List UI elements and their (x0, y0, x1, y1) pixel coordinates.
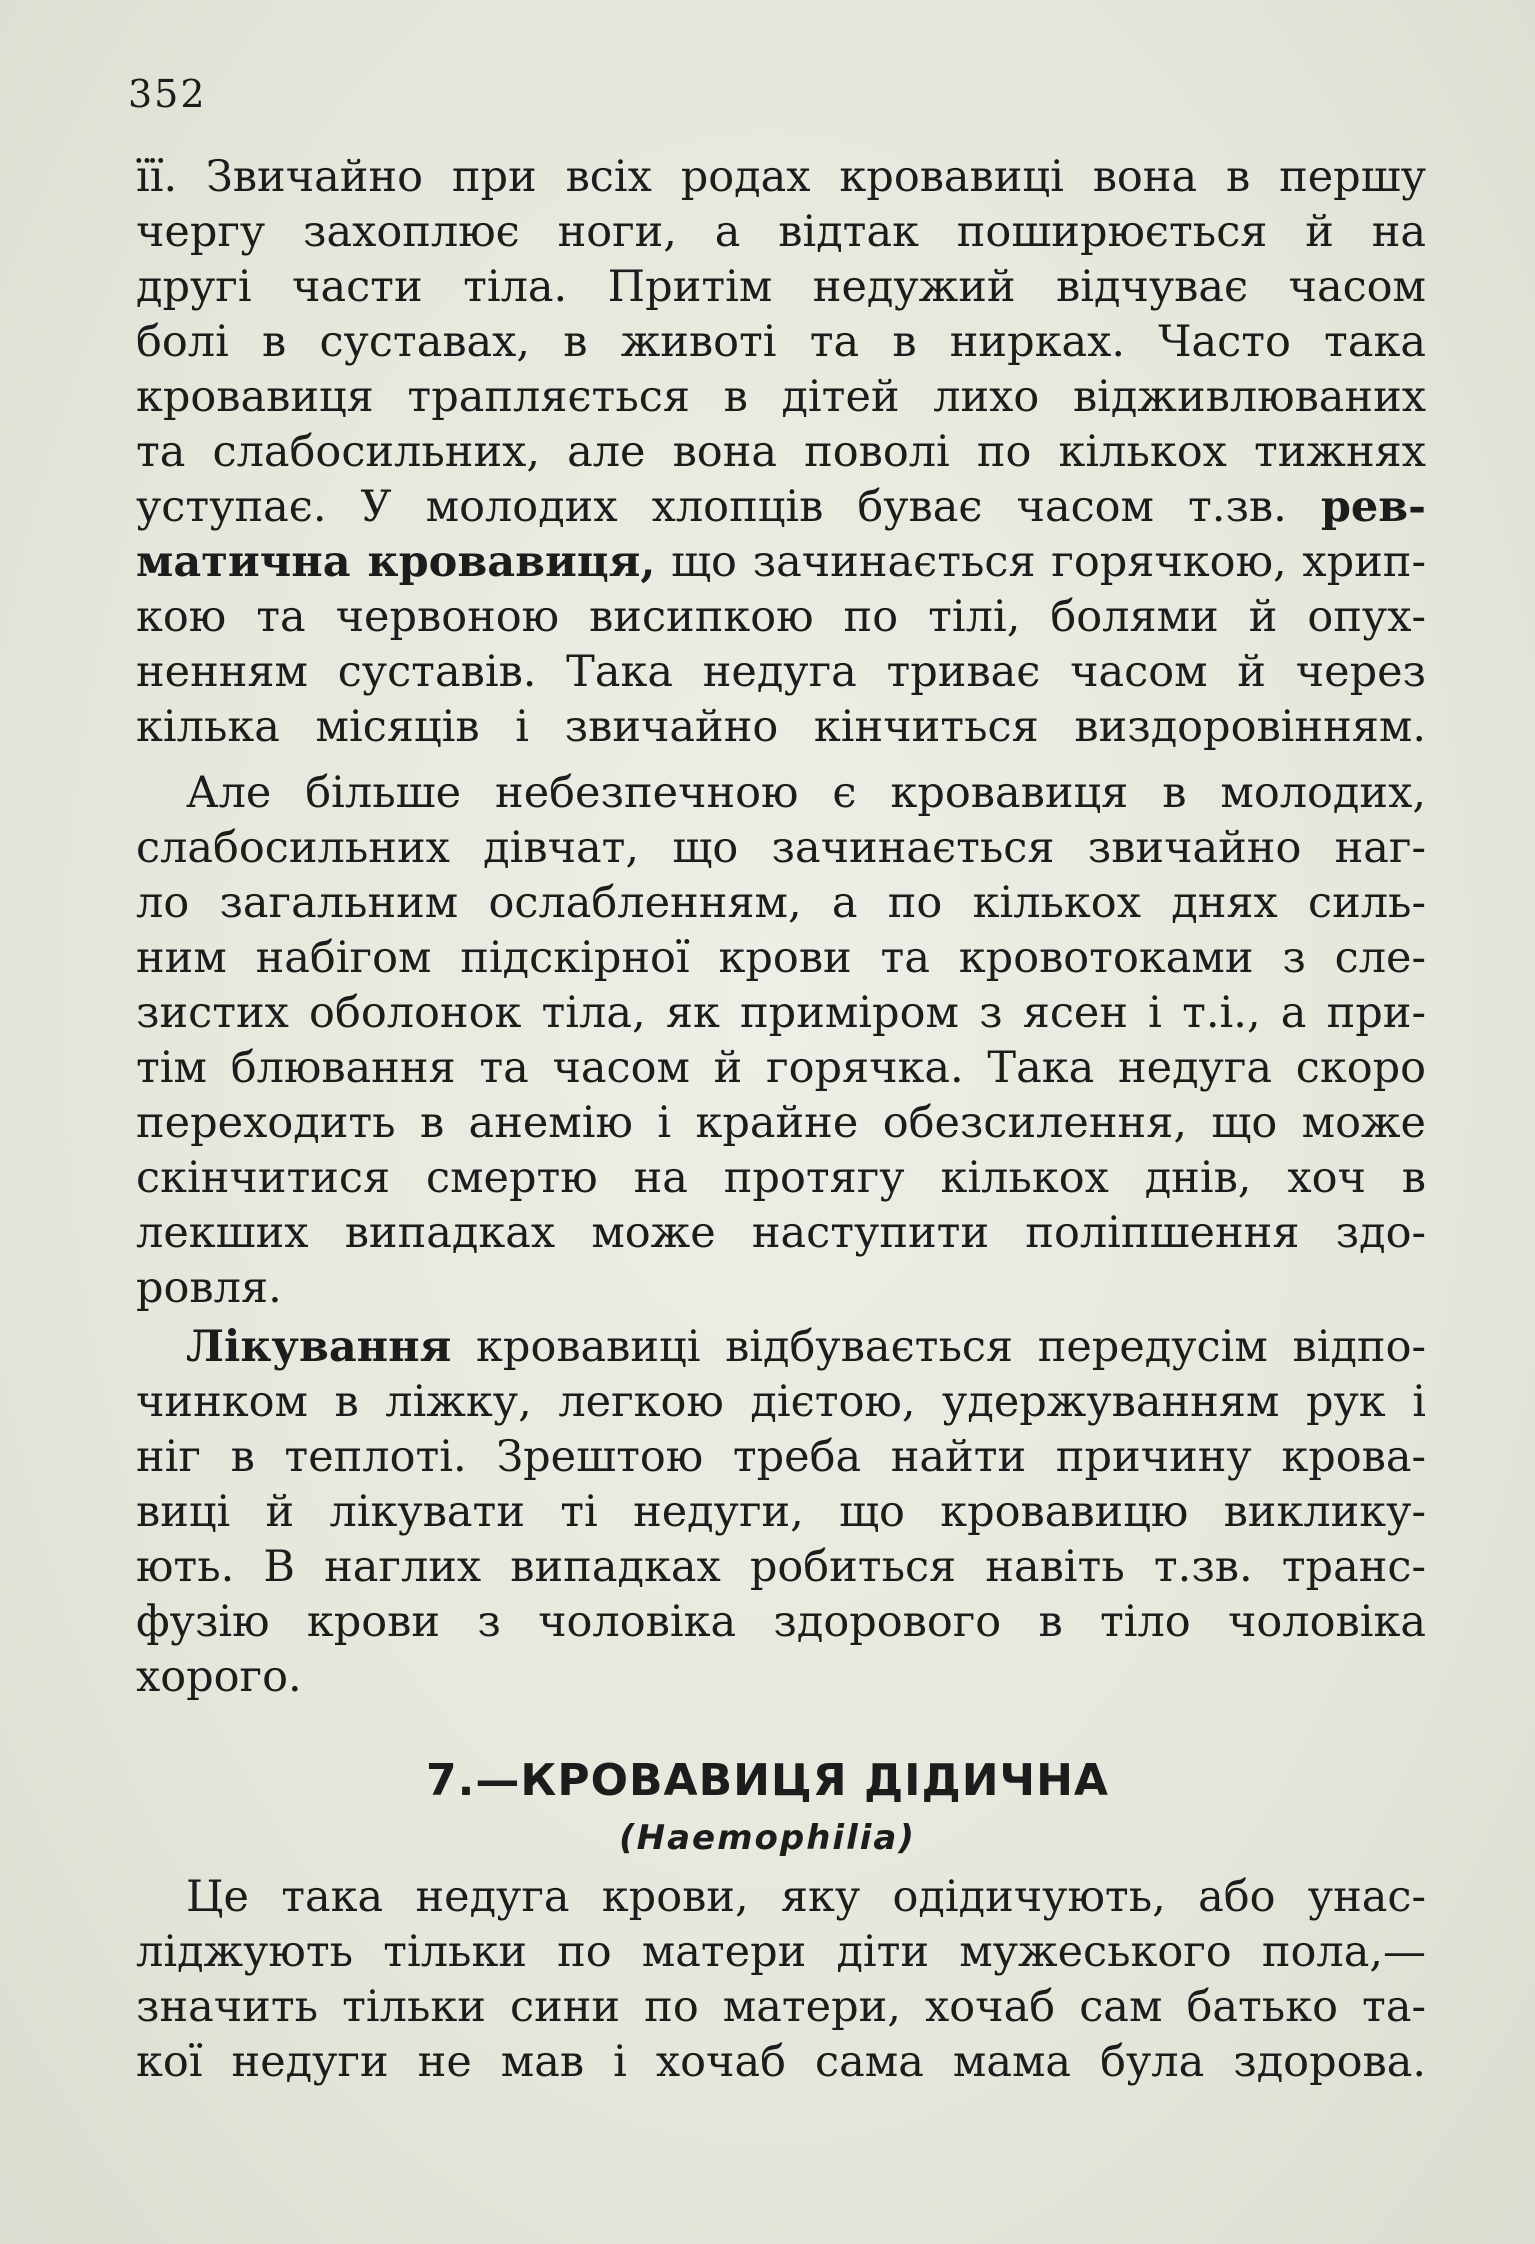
text-line: ліджують тільки по матери діти мужеського пола,— (136, 1927, 1426, 1977)
text-span: кровавиці відбувається передусім відпо- (476, 1322, 1427, 1372)
paragraph-3 (136, 1320, 1426, 1705)
text-line: скінчитися смертю на протягу кількох днів, хоч в (136, 1153, 1426, 1203)
text-line (136, 535, 1426, 590)
text-line: фузію крови з чоловіка здорового в тіло чоловіка (136, 1597, 1426, 1647)
text-line: чергу захоплює ноги, а відтак поширюється й на (136, 207, 1426, 257)
text-line: ним набігом підскірної крови та кровотоками з сле- (136, 933, 1426, 983)
text-line: значить тільки сини по матери, хочаб сам батько та- (136, 1982, 1426, 2032)
text-line: другі части тіла. Притім недужий відчуває часом (136, 262, 1426, 312)
section-heading: 7.—КРОВАВИЦЯ ДІДИЧНА (426, 1755, 1109, 1806)
text-line: кровавиця трапляється в дітей лихо відживлюваних (136, 372, 1426, 422)
text-line: чинком в ліжку, легкою дієтою, удержуванням рук і (136, 1377, 1426, 1427)
text-line: лекших випадках може наступити поліпшення здо- (136, 1208, 1426, 1258)
text-line: та слабосильних, але вона поволі по кількох тижнях (136, 427, 1426, 477)
text-line: Це така недуга крови, яку одідичують, або унас- (186, 1872, 1426, 1922)
text-line: ніг в теплоті. Зрештою треба найти причину крова- (136, 1432, 1426, 1482)
text-line: ло загальним ослабленням, а по кількох днях силь- (136, 878, 1426, 928)
paragraph-2 (136, 766, 1426, 1316)
paragraph-1 (136, 150, 1426, 755)
paragraph-4 (136, 1870, 1426, 2090)
text-line: хорого. (136, 1652, 302, 1702)
bold-term: матична кровавиця, (136, 537, 656, 587)
text-line: болі в суставах, в животі та в нирках. Часто така (136, 317, 1426, 367)
section-subheading: (Haemophilia) (619, 1818, 916, 1858)
text-line: її. Звичайно при всіх родах кровавиці вона в першу (136, 152, 1426, 202)
text-line: кою та червоною висипкою по тілі, болями й опух- (136, 592, 1426, 642)
text-span: уступає. У молодих хлопців буває часом т.зв. (136, 482, 1287, 532)
text-line: виці й лікувати ті недуги, що кровавицю виклику- (136, 1487, 1426, 1537)
text-span: що зачинається горячкою, хрип- (671, 537, 1426, 587)
text-line: Але більше небезпечною є кровавиця в молодих, (186, 768, 1426, 818)
text-line: переходить в анемію і крайне обезсилення, що може (136, 1098, 1426, 1148)
text-line (136, 1320, 1426, 1375)
page-number: 352 (128, 72, 207, 116)
text-line: зистих оболонок тіла, як приміром з ясен і т.і., а при- (136, 988, 1426, 1038)
text-line: ють. В наглих випадках робиться навіть т.зв. транс- (136, 1542, 1426, 1592)
text-line (136, 480, 1426, 535)
text-line: ненням суставів. Така недуга триває часом й через (136, 647, 1426, 697)
text-line: кої недуги не мав і хочаб сама мама була здорова. (136, 2037, 1426, 2087)
text-line: кілька місяців і звичайно кінчиться виздоровінням. (136, 702, 1426, 752)
text-line: слабосильних дівчат, що зачинається звичайно наг- (136, 823, 1426, 873)
text-line: ровля. (136, 1263, 282, 1313)
text-line: тім блювання та часом й горячка. Така недуга скоро (136, 1043, 1426, 1093)
bold-term: рев- (1320, 482, 1426, 532)
bold-term: Лікування (186, 1322, 452, 1372)
